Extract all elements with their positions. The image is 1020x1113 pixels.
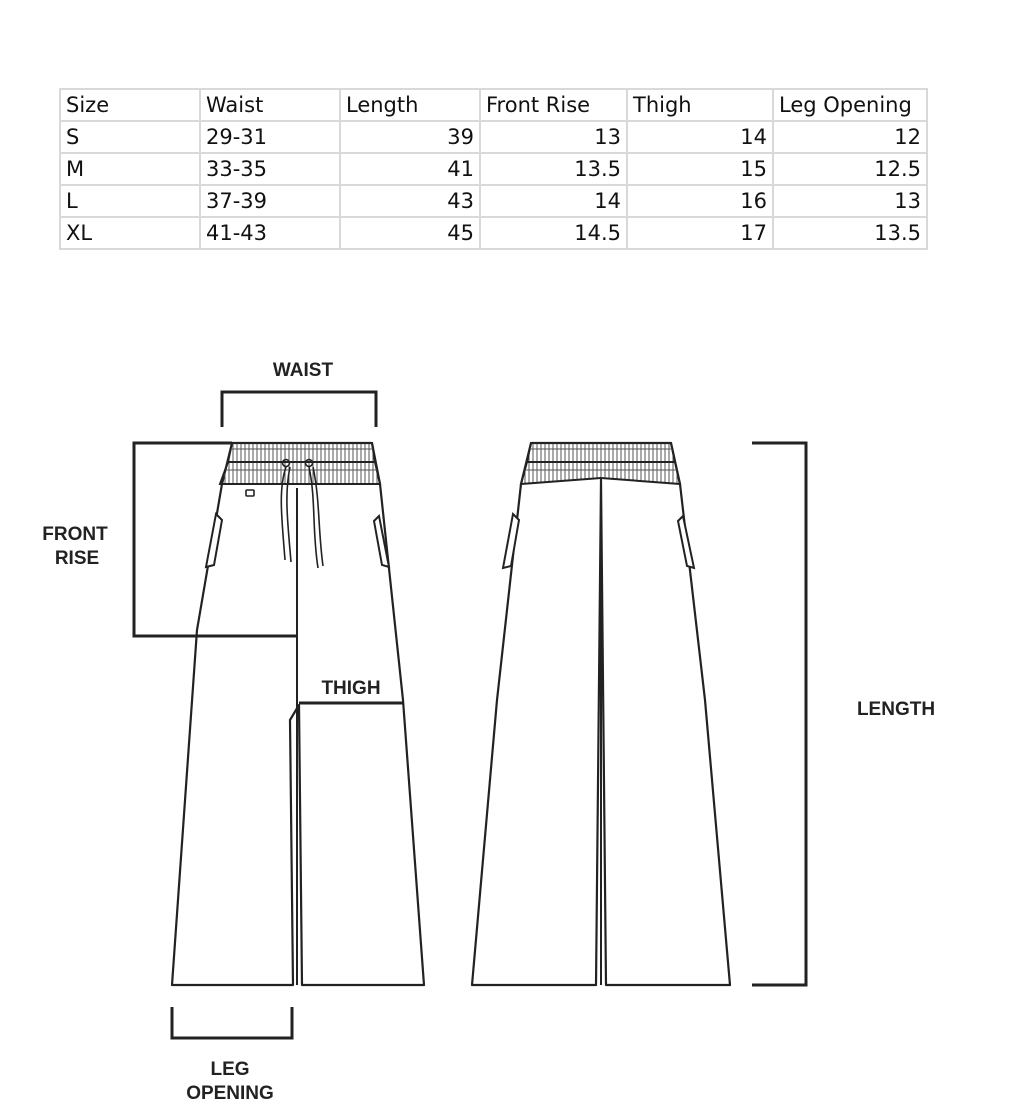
cell-front-rise: 13.5 <box>480 153 627 185</box>
leg-opening-label-line1: LEG <box>210 1059 250 1080</box>
leg-opening-label-line2: OPENING <box>186 1083 274 1104</box>
cell-leg-opening: 12 <box>773 121 927 153</box>
column-header-leg-opening: Leg Opening <box>773 89 927 121</box>
cell-thigh: 17 <box>627 217 773 249</box>
cell-leg-opening: 13.5 <box>773 217 927 249</box>
back-pants-view <box>472 443 730 985</box>
column-header-front-rise: Front Rise <box>480 89 627 121</box>
cell-thigh: 15 <box>627 153 773 185</box>
leg-opening-bracket <box>172 1007 292 1038</box>
length-bracket <box>752 443 806 985</box>
column-header-waist: Waist <box>200 89 340 121</box>
cell-waist: 29-31 <box>200 121 340 153</box>
front-rise-label-line1: FRONT <box>42 524 108 545</box>
cell-length: 43 <box>340 185 480 217</box>
cell-front-rise: 14.5 <box>480 217 627 249</box>
cell-size: S <box>60 121 200 153</box>
cell-size: L <box>60 185 200 217</box>
cell-thigh: 14 <box>627 121 773 153</box>
length-label: LENGTH <box>856 699 936 720</box>
cell-size: M <box>60 153 200 185</box>
cell-length: 39 <box>340 121 480 153</box>
front-pants-view <box>172 443 424 985</box>
column-header-thigh: Thigh <box>627 89 773 121</box>
cell-front-rise: 14 <box>480 185 627 217</box>
front-rise-label-line2: RISE <box>54 548 100 569</box>
waist-bracket <box>222 392 376 427</box>
column-header-size: Size <box>60 89 200 121</box>
cell-size: XL <box>60 217 200 249</box>
cell-waist: 33-35 <box>200 153 340 185</box>
cell-front-rise: 13 <box>480 121 627 153</box>
thigh-label: THIGH <box>321 678 381 699</box>
column-header-length: Length <box>340 89 480 121</box>
cell-leg-opening: 13 <box>773 185 927 217</box>
cell-thigh: 16 <box>627 185 773 217</box>
cell-length: 41 <box>340 153 480 185</box>
cell-waist: 41-43 <box>200 217 340 249</box>
cell-length: 45 <box>340 217 480 249</box>
cell-leg-opening: 12.5 <box>773 153 927 185</box>
cell-waist: 37-39 <box>200 185 340 217</box>
waist-label: WAIST <box>272 360 334 381</box>
